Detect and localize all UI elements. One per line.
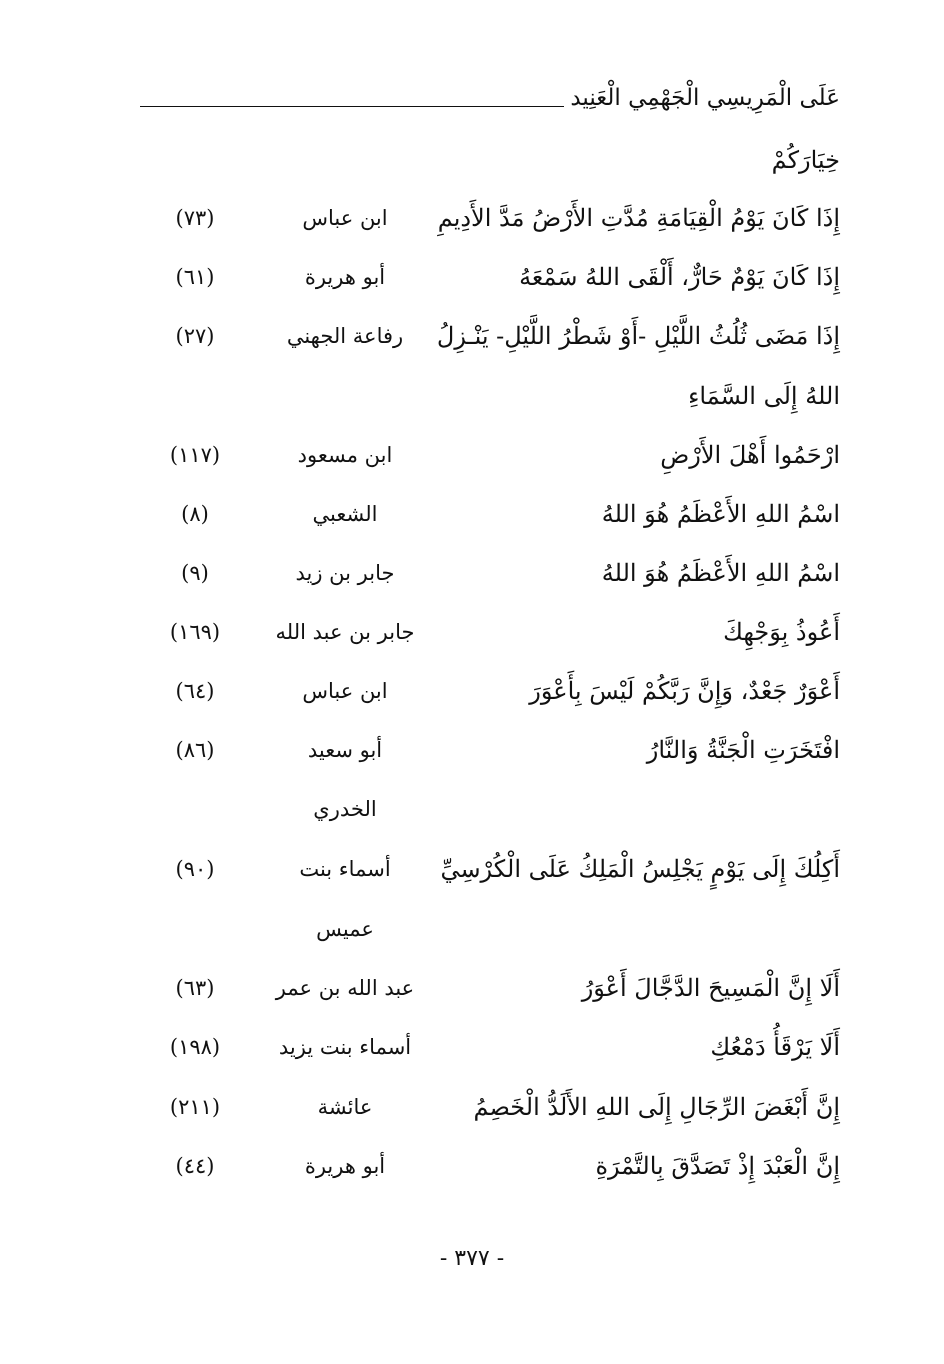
narrator-name: أسماء بنت يزيد bbox=[278, 1035, 412, 1059]
index-row bbox=[0, 966, 944, 1010]
hadith-text: ارْحَمُوا أَهْلَ الأَرْضِ bbox=[660, 441, 840, 469]
index-row bbox=[0, 1025, 944, 1069]
hadith-number: (١٩٨) bbox=[169, 1035, 221, 1059]
index-row bbox=[0, 669, 944, 713]
hadith-text: أَعْوَرٌ جَعْدٌ، وَإِنَّ رَبَّكُمْ لَيْسَ بِأَعْوَرَ bbox=[529, 677, 840, 705]
index-row bbox=[0, 610, 944, 654]
hadith-number: (١١٧) bbox=[169, 443, 221, 467]
hadith-text: إِذَا مَضَى ثُلُثُ اللَّيْلِ -أَوْ شَطْرُ اللَّيْلِ- يَنْـزِلُ bbox=[436, 322, 840, 350]
hadith-text: أَلَا إِنَّ الْمَسِيحَ الدَّجَّالَ أَعْوَرُ bbox=[581, 974, 840, 1002]
hadith-text: افْتَخَرَتِ الْجَنَّةُ وَالنَّارُ bbox=[646, 736, 840, 764]
index-row bbox=[0, 433, 944, 477]
hadith-text: إِنَّ أَبْغَضَ الرِّجَالِ إِلَى اللهِ الأَلَدُّ الْخَصِمُ bbox=[473, 1093, 840, 1121]
narrator-name: أبو هريرة bbox=[304, 1154, 386, 1178]
hadith-text: إِذَا كَانَ يَوْمُ الْقِيَامَةِ مُدَّتِ الأَرْضُ مَدَّ الأَدِيمِ bbox=[437, 204, 840, 232]
index-row bbox=[0, 787, 944, 831]
running-header-title: عَلَى الْمَرِيسِي الْجَهْمِي الْعَنِيد bbox=[570, 85, 840, 111]
narrator-name: الشعبي bbox=[312, 502, 378, 526]
header-rule bbox=[140, 106, 564, 107]
hadith-number: (٨) bbox=[181, 502, 209, 526]
hadith-number: (٧٣) bbox=[175, 206, 215, 230]
hadith-text: خِيَارَكُمْ bbox=[771, 146, 840, 174]
index-row bbox=[0, 1144, 944, 1188]
narrator-name: أسماء بنت bbox=[299, 857, 391, 881]
hadith-number: (٨٦) bbox=[175, 738, 215, 762]
hadith-text: أَلَا يَرْقَأُ دَمْعُكِ bbox=[710, 1033, 840, 1061]
hadith-number: (٤٤) bbox=[175, 1154, 215, 1178]
narrator-name: أبو هريرة bbox=[304, 265, 386, 289]
hadith-number: (٦١) bbox=[175, 265, 215, 289]
narrator-name: أبو سعيد bbox=[307, 738, 383, 762]
hadith-number: (٢٧) bbox=[175, 324, 215, 348]
index-row bbox=[0, 728, 944, 772]
narrator-name: الخدري bbox=[313, 797, 377, 821]
hadith-number: (٦٤) bbox=[175, 679, 215, 703]
narrator-name: جابر بن عبد الله bbox=[275, 620, 415, 644]
hadith-text: أَكِلُكَ إِلَى يَوْمٍ يَجْلِسُ الْمَلِكُ عَلَى الْكُرْسِيِّ bbox=[440, 855, 840, 883]
hadith-number: (٩٠) bbox=[175, 857, 215, 881]
hadith-text: اسْمُ اللهِ الأَعْظَمُ هُوَ اللهُ bbox=[601, 559, 840, 587]
running-header bbox=[140, 80, 840, 116]
index-row bbox=[0, 138, 944, 182]
index-row bbox=[0, 314, 944, 358]
narrator-name: عائشة bbox=[317, 1095, 373, 1119]
index-row bbox=[0, 551, 944, 595]
index-row bbox=[0, 492, 944, 536]
hadith-text: اللهُ إِلَى السَّمَاءِ bbox=[688, 382, 840, 410]
hadith-number: (٢١١) bbox=[169, 1095, 221, 1119]
narrator-name: عميس bbox=[316, 917, 374, 941]
page-number: - ٣٧٧ - bbox=[439, 1246, 505, 1271]
hadith-text: اسْمُ اللهِ الأَعْظَمُ هُوَ اللهُ bbox=[601, 500, 840, 528]
hadith-text: إِذَا كَانَ يَوْمٌ حَارٌّ، أَلْقَى اللهُ سَمْعَهُ bbox=[519, 263, 840, 291]
hadith-text: أَعُوذُ بِوَجْهِكَ bbox=[723, 618, 840, 646]
index-row bbox=[0, 907, 944, 951]
hadith-number: (٦٣) bbox=[175, 976, 215, 1000]
hadith-text: إِنَّ الْعَبْدَ إِذْ تَصَدَّقَ بِالتَّمْرَةِ bbox=[595, 1152, 840, 1180]
hadith-number: (١٦٩) bbox=[169, 620, 221, 644]
index-row bbox=[0, 847, 944, 891]
index-row bbox=[0, 374, 944, 418]
index-row bbox=[0, 1085, 944, 1129]
index-row bbox=[0, 255, 944, 299]
index-row bbox=[0, 196, 944, 240]
hadith-number: (٩) bbox=[181, 561, 209, 585]
narrator-name: ابن عباس bbox=[302, 679, 388, 703]
narrator-name: ابن عباس bbox=[302, 206, 388, 230]
narrator-name: جابر بن زيد bbox=[295, 561, 395, 585]
narrator-name: عبد الله بن عمر bbox=[275, 976, 415, 1000]
narrator-name: ابن مسعود bbox=[297, 443, 393, 467]
narrator-name: رفاعة الجهني bbox=[286, 324, 404, 348]
